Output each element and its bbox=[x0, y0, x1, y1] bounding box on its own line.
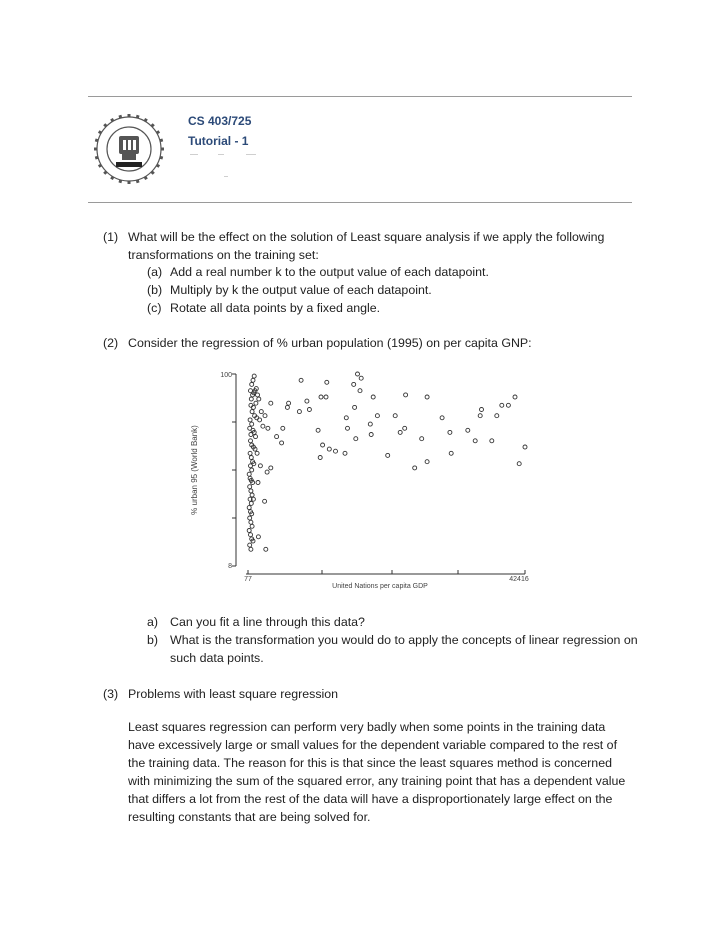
item-label: a) bbox=[147, 615, 159, 629]
data-point bbox=[517, 462, 521, 466]
logo-cog-tooth bbox=[160, 140, 163, 141]
data-point bbox=[254, 435, 258, 439]
data-point bbox=[255, 451, 259, 455]
data-point bbox=[299, 378, 303, 382]
item-text: Multiply by k the output value of each datapoint. bbox=[170, 283, 432, 297]
data-point bbox=[425, 395, 429, 399]
course-code: CS 403/725 bbox=[188, 114, 252, 128]
y-tick-label-8: 8 bbox=[228, 563, 232, 570]
data-point bbox=[249, 520, 253, 524]
data-point bbox=[263, 499, 267, 503]
data-point bbox=[325, 380, 329, 384]
data-point bbox=[250, 382, 254, 386]
question-1-text: What will be the effect on the solution of Least square analysis if we apply the following transformations on the training set: bbox=[128, 230, 605, 262]
logo-cog-tooth bbox=[160, 157, 163, 158]
data-point bbox=[368, 422, 372, 426]
data-point bbox=[258, 464, 262, 468]
logo-cog-tooth bbox=[99, 132, 102, 134]
logo-cog-tooth bbox=[137, 115, 138, 118]
logo-cog-tooth bbox=[112, 177, 114, 180]
data-point bbox=[500, 403, 504, 407]
data-point bbox=[398, 430, 402, 434]
x-tick-label-42416: 42416 bbox=[509, 576, 529, 583]
data-point bbox=[356, 372, 360, 376]
item-label: (c) bbox=[147, 301, 162, 315]
logo-cog-tooth bbox=[137, 180, 138, 183]
data-point bbox=[269, 466, 273, 470]
data-point bbox=[249, 433, 253, 437]
question-2-number: (2) bbox=[103, 336, 119, 350]
item-text: What is the transformation you would do to apply the concepts of linear regression on such data points. bbox=[170, 633, 638, 665]
data-point bbox=[247, 472, 251, 476]
data-point bbox=[490, 439, 494, 443]
data-point bbox=[249, 533, 253, 537]
header-bottom-rule bbox=[88, 202, 632, 203]
data-point bbox=[344, 416, 348, 420]
data-point bbox=[250, 422, 254, 426]
tutorial-title: Tutorial - 1 bbox=[188, 134, 249, 148]
scatter-chart bbox=[180, 360, 540, 590]
data-point bbox=[353, 405, 357, 409]
data-point bbox=[404, 393, 408, 397]
paragraph-text: Least squares regression can perform very badly when some points in the training data have excessively large or small values for the dependent variable compared to the rest of the training data. The reason for this is that since the least squares method is concerned with minimizing the sum of the squared error, any training point that has a dependent value that differs a lot from the rest of the data will have a disproportionately large effect on the resulting constants that are being solved for. bbox=[128, 720, 626, 824]
data-point bbox=[249, 397, 253, 401]
data-point bbox=[420, 437, 424, 441]
x-tick-label-77: 77 bbox=[244, 576, 252, 583]
data-point bbox=[369, 433, 373, 437]
data-point bbox=[440, 416, 444, 420]
logo-cog-tooth bbox=[120, 180, 121, 183]
data-point bbox=[265, 470, 269, 474]
data-point bbox=[249, 489, 253, 493]
data-point bbox=[249, 501, 253, 505]
data-point bbox=[513, 395, 517, 399]
data-point bbox=[495, 414, 499, 418]
data-point bbox=[480, 408, 484, 412]
data-point bbox=[386, 453, 390, 457]
data-point bbox=[249, 464, 253, 468]
data-point bbox=[354, 437, 358, 441]
data-point bbox=[324, 395, 328, 399]
data-point bbox=[269, 401, 273, 405]
data-point bbox=[250, 493, 254, 497]
data-point bbox=[473, 439, 477, 443]
data-point bbox=[248, 418, 252, 422]
question-1-number: (1) bbox=[103, 230, 119, 244]
faint-marks bbox=[188, 150, 268, 180]
data-point bbox=[307, 408, 311, 412]
data-point bbox=[248, 426, 252, 430]
data-point bbox=[263, 414, 267, 418]
institute-logo bbox=[94, 114, 164, 184]
data-point bbox=[248, 516, 252, 520]
logo-cog-tooth bbox=[157, 165, 160, 167]
data-point bbox=[256, 481, 260, 485]
data-point bbox=[280, 441, 284, 445]
data-point bbox=[425, 460, 429, 464]
data-point bbox=[318, 456, 322, 460]
data-point bbox=[259, 410, 263, 414]
data-point bbox=[247, 506, 251, 510]
data-point bbox=[281, 426, 285, 430]
data-point bbox=[285, 405, 289, 409]
logo-cog-tooth bbox=[120, 115, 121, 118]
data-point bbox=[321, 443, 325, 447]
logo-cog-tooth bbox=[152, 172, 154, 174]
data-point bbox=[254, 401, 258, 405]
data-point bbox=[287, 401, 291, 405]
data-point bbox=[375, 414, 379, 418]
data-point bbox=[327, 447, 331, 451]
data-point bbox=[316, 428, 320, 432]
data-point bbox=[256, 393, 260, 397]
data-point bbox=[403, 426, 407, 430]
item-text: Add a real number k to the output value of each datapoint. bbox=[170, 265, 489, 279]
data-point bbox=[249, 439, 253, 443]
logo-cog-tooth bbox=[145, 177, 147, 180]
item-label: b) bbox=[147, 633, 159, 647]
data-point bbox=[250, 410, 254, 414]
data-point bbox=[248, 485, 252, 489]
header-top-rule bbox=[88, 96, 632, 97]
data-point bbox=[523, 445, 527, 449]
data-point bbox=[297, 410, 301, 414]
data-point bbox=[413, 466, 417, 470]
data-point bbox=[266, 426, 270, 430]
data-point bbox=[346, 426, 350, 430]
data-point bbox=[252, 374, 256, 378]
data-point bbox=[352, 382, 356, 386]
x-axis-label: United Nations per capita GDP bbox=[332, 583, 428, 590]
data-point bbox=[250, 524, 254, 528]
data-point bbox=[257, 397, 261, 401]
logo-cog-tooth bbox=[152, 124, 154, 126]
question-3-text: Problems with least square regression bbox=[128, 687, 339, 701]
data-point bbox=[249, 456, 253, 460]
chart-points bbox=[247, 372, 527, 551]
data-point bbox=[248, 543, 252, 547]
data-point bbox=[251, 378, 255, 382]
data-point bbox=[343, 451, 347, 455]
data-point bbox=[466, 428, 470, 432]
chart-axes bbox=[232, 374, 525, 574]
question-3-number: (3) bbox=[103, 687, 119, 701]
data-point bbox=[261, 424, 265, 428]
data-point bbox=[358, 389, 362, 393]
data-point bbox=[258, 418, 262, 422]
data-point bbox=[275, 435, 279, 439]
data-point bbox=[264, 547, 268, 551]
data-point bbox=[359, 376, 363, 380]
logo-cog-tooth bbox=[145, 119, 147, 122]
y-axis-label: % urban 95 (World Bank) bbox=[190, 425, 199, 515]
data-point bbox=[334, 449, 338, 453]
item-label: (a) bbox=[147, 265, 163, 279]
question-3-paragraph bbox=[128, 718, 638, 826]
question-2-text: Consider the regression of % urban population (1995) on per capita GNP: bbox=[128, 336, 532, 350]
logo-cog-tooth bbox=[104, 124, 106, 126]
data-point bbox=[449, 451, 453, 455]
data-point bbox=[371, 395, 375, 399]
logo-cog-tooth bbox=[104, 172, 106, 174]
logo-cog-tooth bbox=[95, 157, 98, 158]
data-point bbox=[247, 529, 251, 533]
data-point bbox=[506, 403, 510, 407]
y-tick-label-100: 100 bbox=[220, 372, 232, 379]
item-label: (b) bbox=[147, 283, 163, 297]
data-point bbox=[256, 535, 260, 539]
data-point bbox=[319, 395, 323, 399]
data-point bbox=[448, 430, 452, 434]
logo-cog-tooth bbox=[112, 119, 114, 122]
item-text: Rotate all data points by a fixed angle. bbox=[170, 301, 381, 315]
logo-cog-tooth bbox=[99, 165, 102, 167]
course-heading bbox=[188, 111, 251, 151]
data-point bbox=[305, 399, 309, 403]
data-point bbox=[248, 451, 252, 455]
logo-cog-tooth bbox=[157, 132, 160, 134]
data-point bbox=[249, 547, 253, 551]
data-point bbox=[478, 414, 482, 418]
logo-cog-tooth bbox=[95, 140, 98, 141]
data-point bbox=[393, 414, 397, 418]
item-text: Can you fit a line through this data? bbox=[170, 615, 365, 629]
data-point bbox=[250, 468, 254, 472]
